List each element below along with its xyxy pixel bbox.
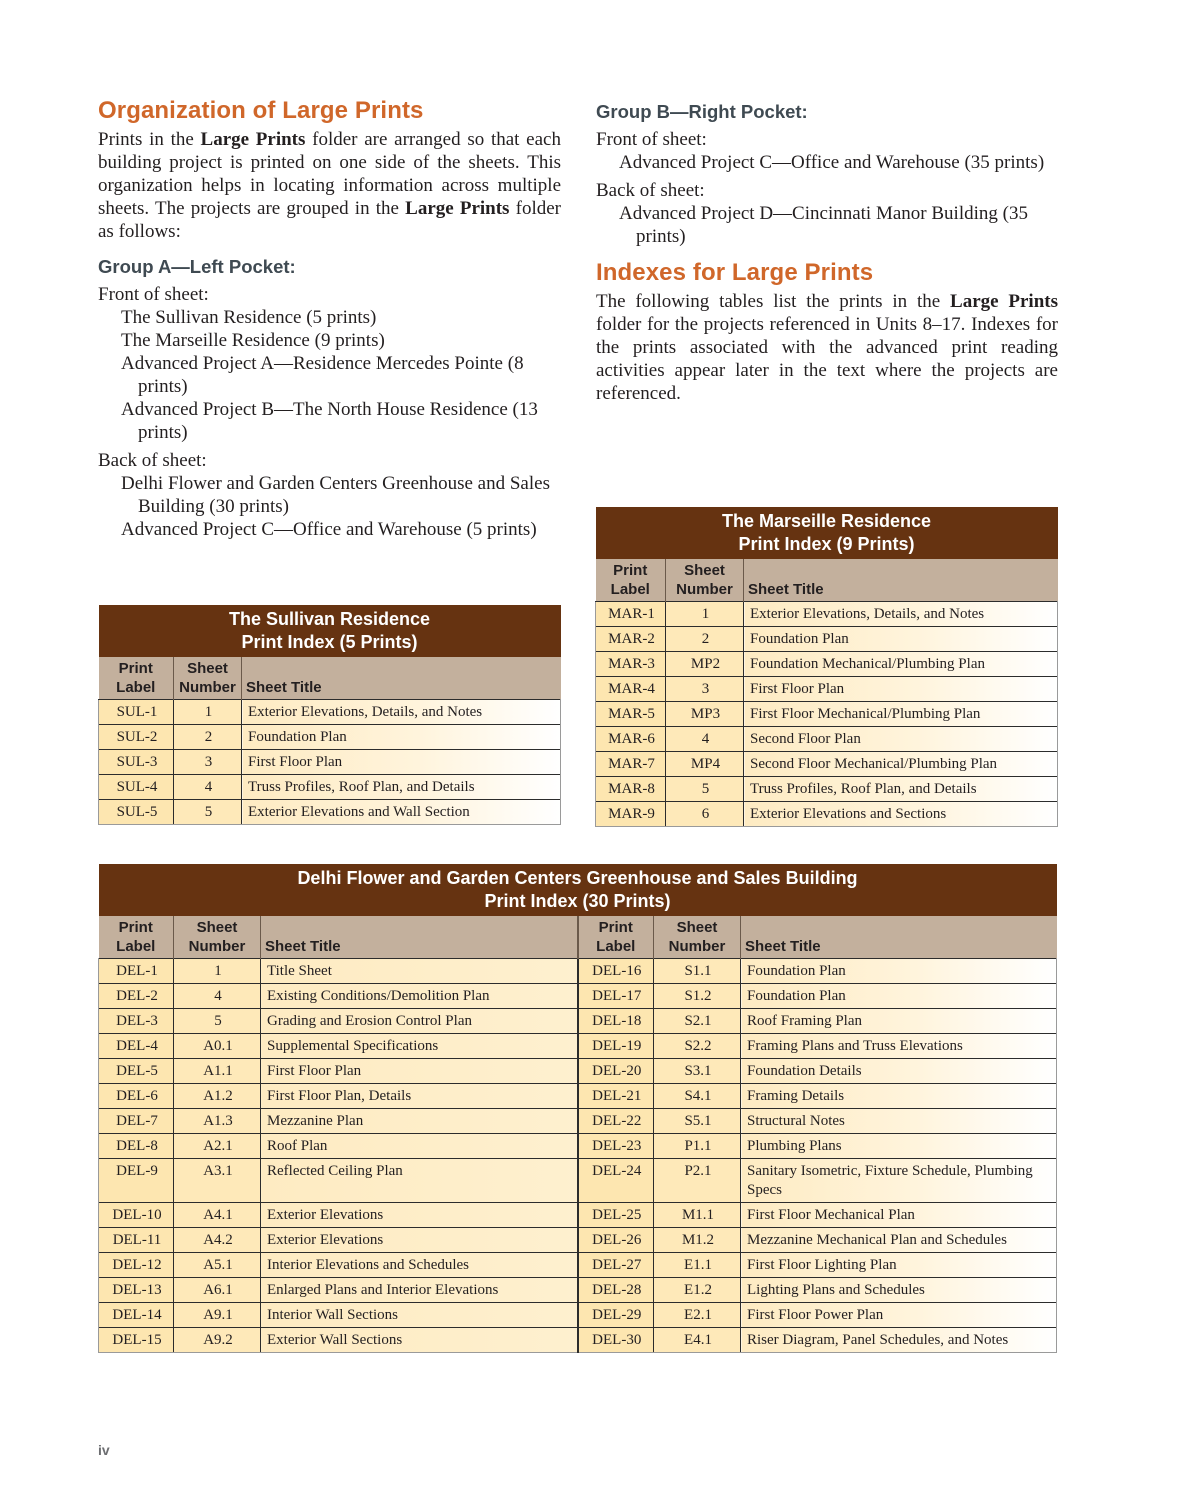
table-cell-l-label: DEL-10 <box>99 1203 174 1228</box>
table-cell-l-title: Interior Wall Sections <box>261 1303 578 1328</box>
table-cell-r-label: DEL-26 <box>578 1228 654 1253</box>
table-cell-r-number: E4.1 <box>654 1328 741 1353</box>
group-a-back-item: Advanced Project C—Office and Warehouse (5 prints) <box>121 519 537 540</box>
group-a-front-item: Advanced Project B—The North House Residence (13 prints) <box>121 399 538 443</box>
table-cell-r-number: S4.1 <box>654 1084 741 1109</box>
table-cell-l-number: A9.1 <box>174 1303 261 1328</box>
table-cell-r-title: First Floor Mechanical Plan <box>741 1203 1057 1228</box>
table-header-row <box>99 657 561 700</box>
table-cell-l-label: DEL-5 <box>99 1059 174 1084</box>
table-cell-l-title: Exterior Elevations <box>261 1203 578 1228</box>
table-cell-l-number: A2.1 <box>174 1134 261 1159</box>
section-title-indexes: Indexes for Large Prints <box>596 259 874 286</box>
table-cell-l-number: 4 <box>174 984 261 1009</box>
table-row <box>99 1059 1057 1084</box>
table-cell-l-title: First Floor Plan <box>261 1059 578 1084</box>
table-cell-l-title: Existing Conditions/Demolition Plan <box>261 984 578 1009</box>
table-row <box>99 1134 1057 1159</box>
table-cell-l-title: Grading and Erosion Control Plan <box>261 1009 578 1034</box>
table-cell-l-title: Roof Plan <box>261 1134 578 1159</box>
table-cell-r-title: Framing Plans and Truss Elevations <box>741 1034 1057 1059</box>
group-b-back-label: Back of sheet: <box>596 180 705 201</box>
table-row <box>99 1159 1057 1203</box>
table-cell-l-label: DEL-6 <box>99 1084 174 1109</box>
table-header-row <box>99 916 1057 959</box>
table-cell-l-label: DEL-3 <box>99 1009 174 1034</box>
table-cell-r-label: DEL-19 <box>578 1034 654 1059</box>
table-cell-r-number: E2.1 <box>654 1303 741 1328</box>
header-sheet-title: Sheet Title <box>261 916 578 959</box>
table-cell-l-title: Exterior Wall Sections <box>261 1328 578 1353</box>
sullivan-print-index-table <box>98 605 561 825</box>
table-cell-l-title: Exterior Elevations <box>261 1228 578 1253</box>
table-cell-r-number: S2.2 <box>654 1034 741 1059</box>
table-cell-l-number: A1.2 <box>174 1084 261 1109</box>
table-cell-r-number: E1.2 <box>654 1278 741 1303</box>
table-cell-l-title: Title Sheet <box>261 959 578 984</box>
table-cell-r-number: P1.1 <box>654 1134 741 1159</box>
header-sheet-title: Sheet Title <box>741 916 1057 959</box>
table-cell-r-label: DEL-25 <box>578 1203 654 1228</box>
table-cell-r-label: DEL-24 <box>578 1159 654 1203</box>
group-a-back-item: Delhi Flower and Garden Centers Greenhouse and Sales Building (30 prints) <box>121 473 550 517</box>
indexes-bold-1: Large Prints <box>950 291 1058 312</box>
table-row: MAR-4 3 First Floor Plan <box>596 677 1058 702</box>
table-row: SUL-1 1 Exterior Elevations, Details, and Notes <box>99 700 561 725</box>
table-cell-l-label: DEL-8 <box>99 1134 174 1159</box>
intro-text-1: Prints in the <box>98 129 201 150</box>
table-caption <box>596 507 1058 559</box>
header-sheet-number: Sheet Number <box>174 916 261 959</box>
table-cell-l-label: DEL-15 <box>99 1328 174 1353</box>
table-row <box>99 984 1057 1009</box>
group-b-back-item: Advanced Project D—Cincinnati Manor Building (35 prints) <box>619 203 1028 247</box>
marseille-print-index-table <box>595 507 1058 827</box>
group-b-back <box>596 179 1058 248</box>
table-cell-l-title: Supplemental Specifications <box>261 1034 578 1059</box>
table-caption <box>99 605 561 657</box>
table-cell-l-number: 1 <box>174 959 261 984</box>
intro-paragraph <box>98 128 561 243</box>
group-b-front-label: Front of sheet: <box>596 129 707 150</box>
table-cell-l-label: DEL-2 <box>99 984 174 1009</box>
table-cell-l-number: A1.1 <box>174 1059 261 1084</box>
table-cell-l-number: A0.1 <box>174 1034 261 1059</box>
table-cell-l-label: DEL-12 <box>99 1253 174 1278</box>
table-cell-r-number: S1.1 <box>654 959 741 984</box>
table-cell-r-label: DEL-28 <box>578 1278 654 1303</box>
intro-bold-2: Large Prints <box>405 198 510 219</box>
table-cell-r-label: DEL-29 <box>578 1303 654 1328</box>
table-cell-r-label: DEL-18 <box>578 1009 654 1034</box>
page-number: iv <box>98 1442 110 1458</box>
intro-text-2: folder are arranged so that each building project is printed on one side of the sheets. This organization helps in locating information across multiple sheets. The projects are grouped in the <box>98 129 561 219</box>
table-cell-r-label: DEL-22 <box>578 1109 654 1134</box>
caption-line-2: Print Index (30 Prints) <box>484 891 671 911</box>
table-cell-r-number: M1.1 <box>654 1203 741 1228</box>
left-column <box>98 96 561 541</box>
table-cell-l-number: 5 <box>174 1009 261 1034</box>
table-cell-l-number: A6.1 <box>174 1278 261 1303</box>
table-cell-l-label: DEL-9 <box>99 1159 174 1203</box>
table-row: MAR-3 MP2 Foundation Mechanical/Plumbing Plan <box>596 652 1058 677</box>
table-row: SUL-5 5 Exterior Elevations and Wall Section <box>99 800 561 825</box>
table-cell-l-label: DEL-7 <box>99 1109 174 1134</box>
caption-line-1: Delhi Flower and Garden Centers Greenhouse and Sales Building <box>297 868 858 888</box>
table-cell-r-number: S5.1 <box>654 1109 741 1134</box>
table-row <box>99 1203 1057 1228</box>
table-row: MAR-6 4 Second Floor Plan <box>596 727 1058 752</box>
header-print-label: Print Label <box>99 657 174 700</box>
group-a-front <box>98 283 561 444</box>
group-a-front-item: The Marseille Residence (9 prints) <box>121 330 385 351</box>
table-cell-l-number: A1.3 <box>174 1109 261 1134</box>
table-cell-r-title: Mezzanine Mechanical Plan and Schedules <box>741 1228 1057 1253</box>
table-cell-r-label: DEL-23 <box>578 1134 654 1159</box>
table-row: MAR-8 5 Truss Profiles, Roof Plan, and Details <box>596 777 1058 802</box>
table-row <box>99 1084 1057 1109</box>
header-sheet-title: Sheet Title <box>242 657 561 700</box>
table-cell-l-number: A4.2 <box>174 1228 261 1253</box>
header-sheet-number: Sheet Number <box>174 657 242 700</box>
group-b-front-item: Advanced Project C—Office and Warehouse (35 prints) <box>619 152 1045 173</box>
table-cell-r-number: P2.1 <box>654 1159 741 1203</box>
table-cell-r-title: Structural Notes <box>741 1109 1057 1134</box>
table-cell-l-label: DEL-14 <box>99 1303 174 1328</box>
group-a-front-item: Advanced Project A—Residence Mercedes Pointe (8 prints) <box>121 353 524 397</box>
table-row <box>99 959 1057 984</box>
table-cell-r-label: DEL-27 <box>578 1253 654 1278</box>
table-cell-r-label: DEL-17 <box>578 984 654 1009</box>
table-cell-l-number: A5.1 <box>174 1253 261 1278</box>
table-row: SUL-2 2 Foundation Plan <box>99 725 561 750</box>
table-cell-r-title: First Floor Lighting Plan <box>741 1253 1057 1278</box>
table-cell-r-title: Framing Details <box>741 1084 1057 1109</box>
right-column <box>596 96 1058 405</box>
table-cell-r-title: Foundation Plan <box>741 959 1057 984</box>
table-cell-l-label: DEL-4 <box>99 1034 174 1059</box>
table-caption <box>99 864 1057 916</box>
intro-bold-1: Large Prints <box>200 129 306 150</box>
section-title-organization: Organization of Large Prints <box>98 97 424 124</box>
table-cell-r-label: DEL-21 <box>578 1084 654 1109</box>
table-row: MAR-9 6 Exterior Elevations and Sections <box>596 802 1058 827</box>
table-cell-r-number: M1.2 <box>654 1228 741 1253</box>
table-cell-l-title: Reflected Ceiling Plan <box>261 1159 578 1203</box>
table-cell-r-number: S3.1 <box>654 1059 741 1084</box>
caption-line-2: Print Index (9 Prints) <box>738 534 915 554</box>
table-cell-r-title: Foundation Details <box>741 1059 1057 1084</box>
table-cell-l-title: Enlarged Plans and Interior Elevations <box>261 1278 578 1303</box>
header-sheet-title: Sheet Title <box>744 559 1058 602</box>
group-a-back <box>98 449 561 541</box>
table-cell-l-number: A9.2 <box>174 1328 261 1353</box>
table-row <box>99 1109 1057 1134</box>
table-row: SUL-4 4 Truss Profiles, Roof Plan, and Details <box>99 775 561 800</box>
group-b-title: Group B—Right Pocket: <box>596 101 808 122</box>
table-row: MAR-5 MP3 First Floor Mechanical/Plumbing Plan <box>596 702 1058 727</box>
caption-line-1: The Marseille Residence <box>721 511 932 531</box>
table-cell-r-title: Roof Framing Plan <box>741 1009 1057 1034</box>
header-print-label: Print Label <box>99 916 174 959</box>
table-cell-r-number: E1.1 <box>654 1253 741 1278</box>
caption-line-1: The Sullivan Residence <box>228 609 431 629</box>
indexes-text-2: folder for the projects referenced in Units 8–17. Indexes for the prints associated with the advanced print reading activities appear later in the text where the projects are referenced. <box>596 314 1058 404</box>
table-cell-l-number: A4.1 <box>174 1203 261 1228</box>
table-row: MAR-7 MP4 Second Floor Mechanical/Plumbing Plan <box>596 752 1058 777</box>
table-row <box>99 1228 1057 1253</box>
header-sheet-number: Sheet Number <box>654 916 741 959</box>
table-row: MAR-1 1 Exterior Elevations, Details, and Notes <box>596 602 1058 627</box>
table-row <box>99 1278 1057 1303</box>
header-print-label: Print Label <box>596 559 666 602</box>
table-cell-r-title: Plumbing Plans <box>741 1134 1057 1159</box>
table-cell-l-title: Interior Elevations and Schedules <box>261 1253 578 1278</box>
table-cell-l-number: A3.1 <box>174 1159 261 1203</box>
indexes-text-1: The following tables list the prints in the <box>596 291 951 312</box>
group-a-front-item: The Sullivan Residence (5 prints) <box>121 307 377 328</box>
table-cell-l-label: DEL-13 <box>99 1278 174 1303</box>
table-header-row <box>596 559 1058 602</box>
table-cell-l-title: First Floor Plan, Details <box>261 1084 578 1109</box>
table-cell-l-title: Mezzanine Plan <box>261 1109 578 1134</box>
table-row <box>99 1328 1057 1353</box>
table-row: SUL-3 3 First Floor Plan <box>99 750 561 775</box>
group-b-front <box>596 128 1058 174</box>
header-print-label: Print Label <box>578 916 654 959</box>
table-cell-l-label: DEL-11 <box>99 1228 174 1253</box>
intro-text-3: folder as follows: <box>98 198 561 242</box>
table-cell-r-title: Lighting Plans and Schedules <box>741 1278 1057 1303</box>
group-a-title: Group A—Left Pocket: <box>98 256 296 277</box>
table-cell-l-label: DEL-1 <box>99 959 174 984</box>
indexes-paragraph <box>596 290 1058 405</box>
group-a-front-label: Front of sheet: <box>98 284 209 305</box>
table-row <box>99 1034 1057 1059</box>
table-cell-r-label: DEL-30 <box>578 1328 654 1353</box>
table-row <box>99 1303 1057 1328</box>
table-row <box>99 1009 1057 1034</box>
table-row: MAR-2 2 Foundation Plan <box>596 627 1058 652</box>
table-cell-r-title: First Floor Power Plan <box>741 1303 1057 1328</box>
table-cell-r-title: Sanitary Isometric, Fixture Schedule, Plumbing Specs <box>741 1159 1057 1203</box>
delhi-print-index-table <box>98 864 1057 1353</box>
table-cell-r-title: Foundation Plan <box>741 984 1057 1009</box>
header-sheet-number: Sheet Number <box>666 559 744 602</box>
caption-line-2: Print Index (5 Prints) <box>241 632 418 652</box>
table-cell-r-label: DEL-16 <box>578 959 654 984</box>
table-cell-r-label: DEL-20 <box>578 1059 654 1084</box>
group-a-back-label: Back of sheet: <box>98 450 207 471</box>
table-cell-r-number: S1.2 <box>654 984 741 1009</box>
table-cell-r-title: Riser Diagram, Panel Schedules, and Notes <box>741 1328 1057 1353</box>
table-row <box>99 1253 1057 1278</box>
table-cell-r-number: S2.1 <box>654 1009 741 1034</box>
